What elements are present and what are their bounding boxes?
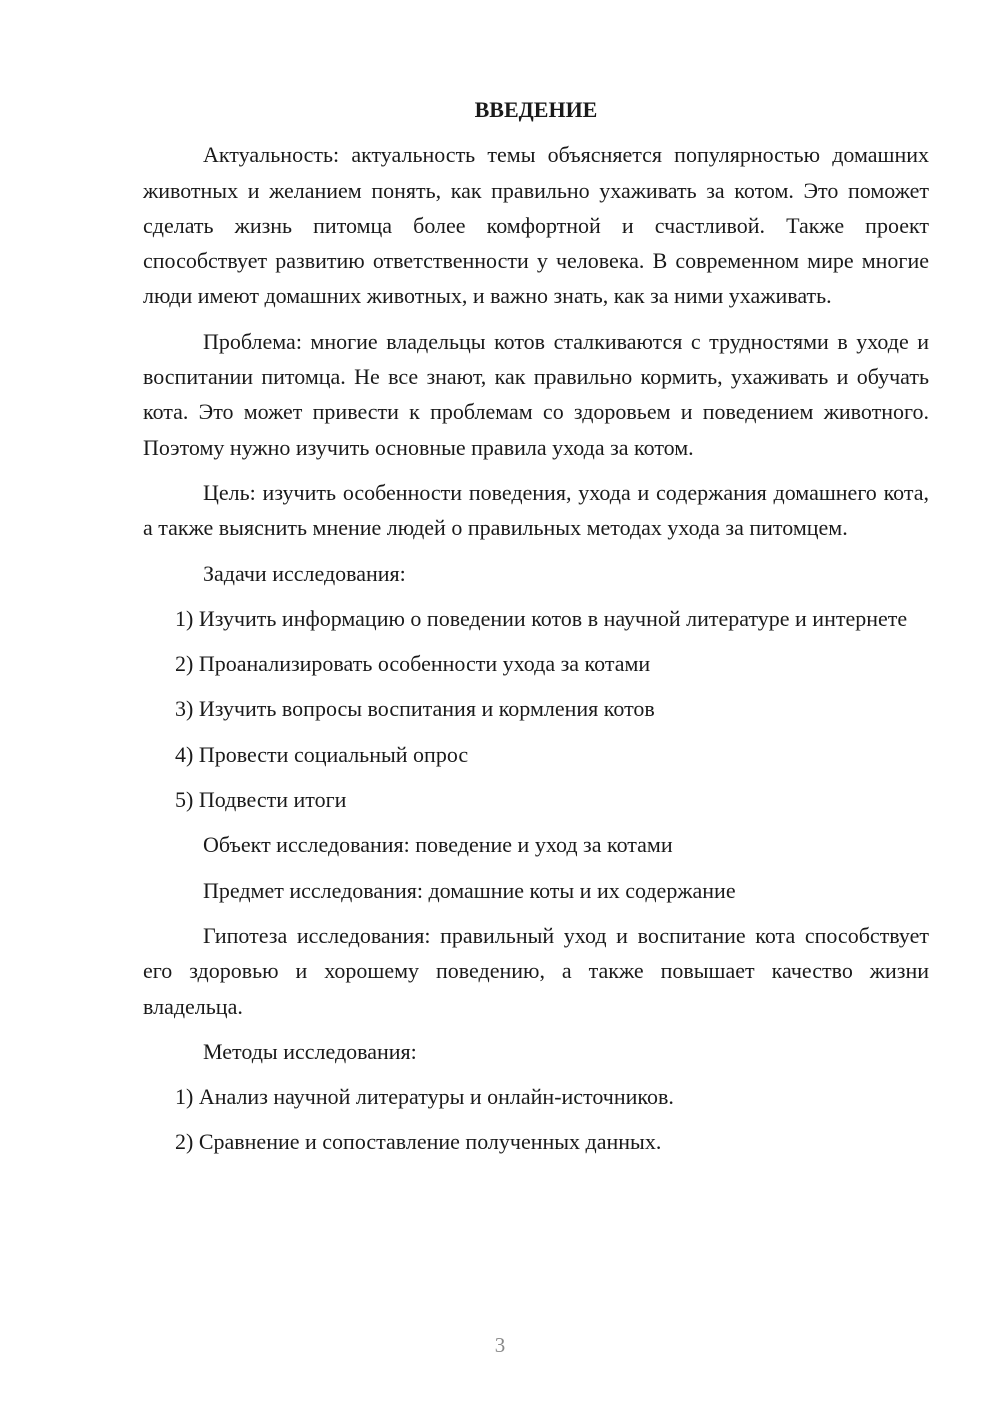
subject-line: Предмет исследования: домашние коты и их содержание [203,877,736,903]
methods-label: Методы исследования: [203,1038,417,1064]
page-number: 3 [494,1333,506,1357]
object-line: Объект исследования: поведение и уход за котами [203,832,673,858]
goal-paragraph: Цель: изучить особенности поведения, ухода и содержания домашнего кота, а также выяснить мнение людей о правильных методах ухода за питомцем. [143,479,929,541]
page-title: ВВЕДЕНИЕ [474,97,598,122]
task-item: 2) Проанализировать особенности ухода за котами [175,651,651,677]
relevance-paragraph: Актуальность: актуальность темы объясняется популярностью домашних животных и желанием понять, как правильно ухаживать за котом. Это поможет сделать жизнь питомца более комфортной и счастливой. Также проект способствует развитию ответственности у человека. В современном мире многие люди имеют домашних животных, и важно знать, как за ними ухаживать. [143,142,929,309]
task-item: 1) Изучить информацию о поведении котов в научной литературе и интернете [175,605,908,631]
task-item: 5) Подвести итоги [175,787,347,813]
hypothesis-paragraph: Гипотеза исследования: правильный уход и воспитание кота способствует его здоровью и хорошему поведению, а также повышает качество жизни владельца. [143,922,929,1019]
task-item: 3) Изучить вопросы воспитания и кормления котов [175,696,655,722]
task-item: 4) Провести социальный опрос [175,741,469,767]
method-item: 2) Сравнение и сопоставление полученных данных. [175,1129,662,1155]
method-item: 1) Анализ научной литературы и онлайн-источников. [175,1084,674,1110]
tasks-label: Задачи исследования: [203,560,406,586]
problem-paragraph: Проблема: многие владельцы котов сталкиваются с трудностями в уходе и воспитании питомца. Не все знают, как правильно кормить, ухаживать и обучать кота. Это может привести к проблемам со здоровьем и поведением животного. Поэтому нужно изучить основные правила ухода за котом. [143,328,929,460]
document-page [143,92,929,1170]
